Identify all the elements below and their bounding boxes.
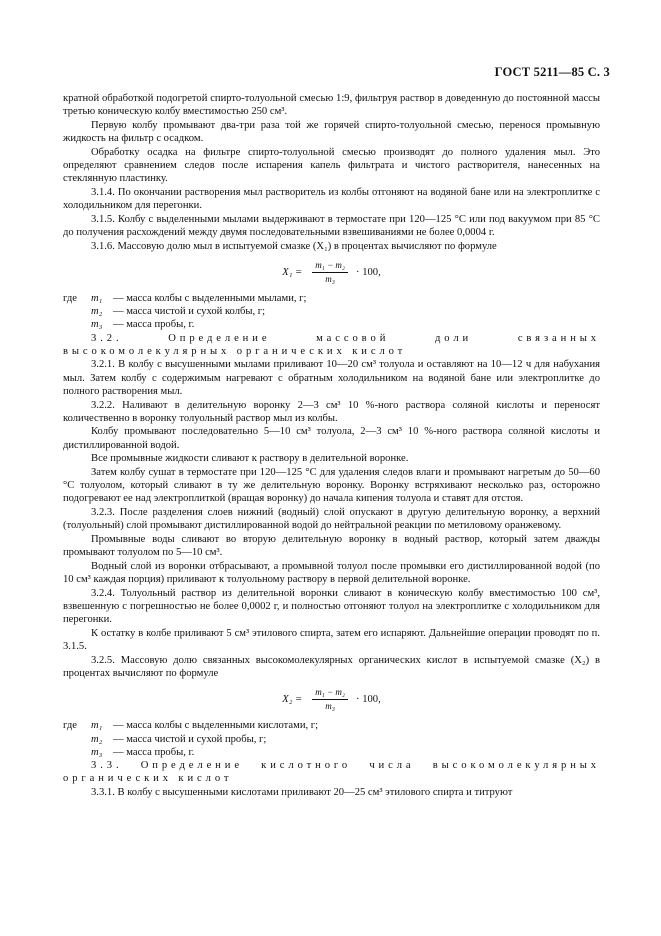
paragraph: Первую колбу промывают два-три раза той же горячей спирто-толуольной смесью, перенося промывную жидкость на фильтр с осадком. — [63, 119, 600, 145]
definition-row — [63, 733, 600, 746]
formula-numerator: m₁ − m₂ — [312, 260, 348, 273]
definition-symbol: m₁ — [91, 292, 103, 304]
formula-numerator: m₁ − m₂ — [312, 687, 348, 700]
paragraph: Промывные воды сливают во вторую делительную воронку в водный раствор, который затем дважды промывают толуолом по 5—10 см³. — [63, 534, 600, 559]
definition-symbol: m₁ — [91, 720, 103, 732]
paragraph: 3.1.6. Массовую долю мыл в испытуемой смазке (X₁) в процентах вычисляют по формуле — [91, 240, 497, 252]
paragraph: 3.2.4. Толуольный раствор из делительной воронки сливают в коническую колбу вместимостью 100 см³, взвешенную с погрешностью не более 0,0002 г, и полностью отгоняют толуол на электроплитке с холодильником для перегонки. — [63, 587, 600, 626]
definition-symbol: m₃ — [91, 746, 103, 758]
definition-label — [63, 305, 91, 318]
definition-text: — масса колбы с выделенными кислотами, г; — [113, 720, 319, 732]
paragraph: кратной обработкой подогретой спирто-толуольной смесью 1:9, фильтруя раствор в доведенную до постоянной массы третью коническую колбу вместимостью 250 см³. — [63, 93, 600, 118]
paragraph: 3.1.4. По окончании растворения мыл растворитель из колбы отгоняют на водяной бане или на электроплитке с холодильником для перегонки. — [63, 186, 600, 212]
section-heading: 3.2. Определение массовой доли связанных высокомолекулярных органических кислот — [63, 332, 600, 357]
paragraph: Затем колбу сушат в термостате при 120—125 °С для удаления следов влаги и промывают нагретым до 50—60 °С толуолом, который сливают в ту же делительную воронку. Воронку встряхивают несколько раз, осторожно подогревают ее над электроплиткой (вращая воронку) до начала кипения толуола и ставят для отстоя. — [63, 467, 600, 505]
section-heading: 3.3. Определение кислотного числа высокомолекулярных органических кислот — [63, 759, 600, 785]
variable-definitions — [63, 719, 600, 759]
definition-symbol: m₃ — [91, 319, 103, 331]
paragraph: 3.2.3. После разделения слоев нижний (водный) слой опускают в другую делительную воронку, а верхний (толуольный) слой промывают дистиллированной водой до нейтральной реакции по метиловому оранжевому. — [63, 507, 600, 532]
paragraph: 3.2.5. Массовую долю связанных высокомолекулярных органических кислот в испытуемой смазке (X₂) в процентах вычисляют по формуле — [63, 654, 600, 680]
paragraph: 3.3.1. В колбу с высушенными кислотами приливают 20—25 см³ этилового спирта и титруют — [91, 786, 513, 798]
definition-text: — масса чистой и сухой пробы, г; — [113, 733, 267, 745]
formula-fraction — [312, 687, 348, 712]
paragraph: Водный слой из воронки отбрасывают, а промывной толуол после промывки его дистиллированной водой (по 10 см³ каждая порция) приливают к толуольному раствору в первой делительной воронке. — [63, 561, 600, 586]
definition-row — [63, 305, 600, 318]
formula-x2 — [63, 687, 600, 712]
definition-row — [63, 719, 600, 732]
paragraph: Колбу промывают последовательно 5—10 см³ толуола, 2—3 см³ 10 %-ного раствора соляной кислоты и дистиллированной водой. — [63, 426, 600, 451]
paragraph: 3.2.1. В колбу с высушенными мылами приливают 10—20 см³ толуола и оставляют на 10—12 ч для набухания мыл. Затем колбу с содержимым нагревают с обратным холодильником на водяной бане или электроплитке до полного растворения мыл. — [63, 359, 600, 397]
definition-symbol: m₂ — [91, 733, 103, 745]
paragraph: Обработку осадка на фильтре спирто-толуольной смесью производят до полного удаления мыл. Это определяют сравнением следов после испарения капель фильтрата и чистого растворителя, нанесенных на стеклянную пластинку. — [63, 146, 600, 185]
definition-symbol: m₂ — [91, 306, 103, 318]
definition-text: — масса пробы, г. — [113, 746, 195, 758]
paragraph: Все промывные жидкости сливают к раствору в делительной воронке. — [91, 453, 409, 465]
formula-denominator: m₃ — [325, 273, 335, 284]
definition-label: где — [63, 720, 77, 732]
document-body — [63, 92, 600, 800]
definition-label — [63, 733, 91, 746]
paragraph: 3.2.2. Наливают в делительную воронку 2—3 см³ 10 %-ного раствора соляной кислоты и переносят количественно в воронку толуольный раствор мыл из колбы. — [63, 399, 600, 424]
formula-lhs: X₁ = — [282, 266, 303, 278]
definition-text: — масса колбы с выделенными мылами, г; — [113, 292, 307, 304]
definition-label — [63, 746, 91, 759]
variable-definitions — [63, 292, 600, 332]
formula-tail: · 100, — [356, 266, 381, 278]
paragraph: К остатку в колбе приливают 5 см³ этилового спирта, затем его испаряют. Дальнейшие операции проводят по п. 3.1.5. — [63, 628, 600, 653]
definition-row — [63, 746, 600, 759]
definition-text: — масса чистой и сухой колбы, г; — [113, 306, 266, 318]
definition-text: — масса пробы, г. — [113, 319, 195, 331]
definition-row — [63, 318, 600, 331]
page-header: ГОСТ 5211—85 С. 3 — [494, 65, 610, 79]
paragraph: 3.1.5. Колбу с выделенными мылами выдерживают в термостате при 120—125 °С или под вакуумом при 85 °С до получения расхождений между двумя последовательными взвешиваниями не более 0,0004 г. — [63, 213, 600, 239]
definition-row — [63, 292, 600, 305]
definition-label — [63, 318, 91, 331]
definition-label: где — [63, 292, 77, 304]
formula-fraction — [312, 260, 348, 285]
formula-lhs: X₂ = — [282, 694, 303, 706]
formula-denominator: m₃ — [325, 701, 335, 712]
formula-tail: · 100, — [356, 694, 381, 706]
formula-x1 — [63, 260, 600, 285]
